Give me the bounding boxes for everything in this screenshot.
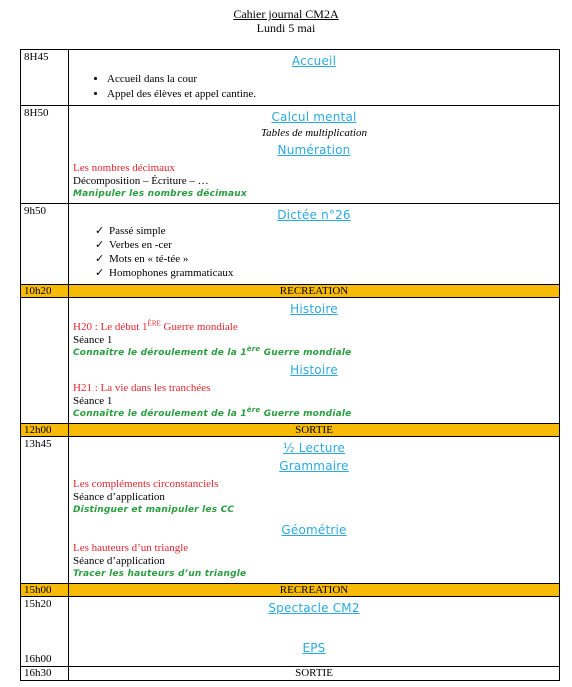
objective-text: H21 : La vie dans les tranchées: [73, 382, 211, 394]
table-row: [21, 106, 560, 204]
list-item: ✓ Verbes en -cer: [95, 239, 172, 251]
session-text: Séance d’application: [73, 491, 165, 503]
check-icon: ✓: [95, 267, 105, 279]
objective-text: Les hauteurs d’un triangle: [73, 542, 189, 554]
list-item: ✓ Passé simple: [95, 225, 166, 237]
break-label: RECREATION: [69, 285, 560, 298]
time-cell: 8H45: [21, 50, 69, 106]
list-item: ✓ Mots en « té-tée »: [95, 253, 189, 265]
content-cell: [69, 50, 560, 106]
subject-title: Accueil: [291, 54, 337, 68]
list-item: • Accueil dans la cour: [107, 73, 555, 86]
subject-title: Numération: [277, 143, 351, 157]
break-row: [21, 285, 560, 298]
goal-text: Connaître le déroulement de la 1ère Guerre mondiale: [73, 345, 352, 358]
table-row: [21, 50, 560, 106]
list-item: • Appel des élèves et appel cantine.: [107, 88, 555, 101]
check-icon: ✓: [95, 225, 105, 237]
subject-title: Spectacle CM2: [268, 601, 360, 615]
check-icon: ✓: [95, 239, 105, 251]
objective-text: Les compléments circonstanciels: [73, 478, 219, 490]
detail-text: Décomposition – Écriture – …: [73, 175, 209, 187]
break-row: [21, 424, 560, 437]
break-row: [21, 584, 560, 597]
break-label: RECREATION: [69, 584, 560, 597]
time-cell: 12h00: [21, 424, 69, 437]
journal-date: Lundi 5 mai: [256, 21, 316, 35]
table-row: [21, 298, 560, 424]
content-cell: [69, 106, 560, 204]
journal-table: [20, 49, 560, 681]
subject-title: Géométrie: [281, 523, 347, 537]
break-label: SORTIE: [69, 424, 560, 437]
time-cell: [21, 298, 69, 424]
time-cell: 15h00: [21, 584, 69, 597]
goal-text: Manipuler les nombres décimaux: [73, 189, 247, 199]
subject-subtitle: Tables de multiplication: [261, 127, 367, 139]
content-cell: [69, 597, 560, 667]
goal-text: Tracer les hauteurs d’un triangle: [73, 569, 247, 579]
subject-title: Dictée n°26: [277, 208, 351, 222]
content-cell: [69, 437, 560, 584]
subject-title: EPS: [302, 641, 326, 655]
content-cell: [69, 298, 560, 424]
subject-title: Grammaire: [279, 459, 349, 473]
content-cell: [69, 204, 560, 285]
table-row: [21, 667, 560, 681]
table-row: [21, 597, 560, 667]
check-list: [73, 225, 555, 280]
time-cell: 8H50: [21, 106, 69, 204]
time-cell: 10h20: [21, 285, 69, 298]
table-row: [21, 204, 560, 285]
end-label: SORTIE: [69, 667, 560, 681]
subject-title: ½ Lecture: [282, 441, 346, 455]
goal-text: Connaître le déroulement de la 1ère Guerre mondiale: [73, 406, 352, 419]
time-cell: 13h45: [21, 437, 69, 584]
subject-title: Histoire: [290, 363, 338, 377]
list-item: ✓ Homophones grammaticaux: [95, 267, 234, 279]
session-text: Séance 1: [73, 395, 113, 407]
subject-title: Histoire: [290, 302, 338, 316]
time-cell: 15h20 16h00: [21, 597, 69, 667]
objective-text: H20 : Le début 1ÈRE Guerre mondiale: [73, 319, 238, 333]
session-text: Séance d’application: [73, 555, 165, 567]
page-header: [0, 7, 572, 35]
table-row: [21, 437, 560, 584]
time-cell: 9h50: [21, 204, 69, 285]
goal-text: Distinguer et manipuler les CC: [73, 505, 235, 515]
check-icon: ✓: [95, 253, 105, 265]
bullet-list: [73, 73, 555, 101]
session-text: Séance 1: [73, 334, 113, 346]
journal-title: Cahier journal CM2A: [233, 7, 339, 21]
subject-title: Calcul mental: [271, 110, 357, 124]
time-cell: 16h30: [21, 667, 69, 681]
objective-text: Les nombres décimaux: [73, 162, 176, 174]
